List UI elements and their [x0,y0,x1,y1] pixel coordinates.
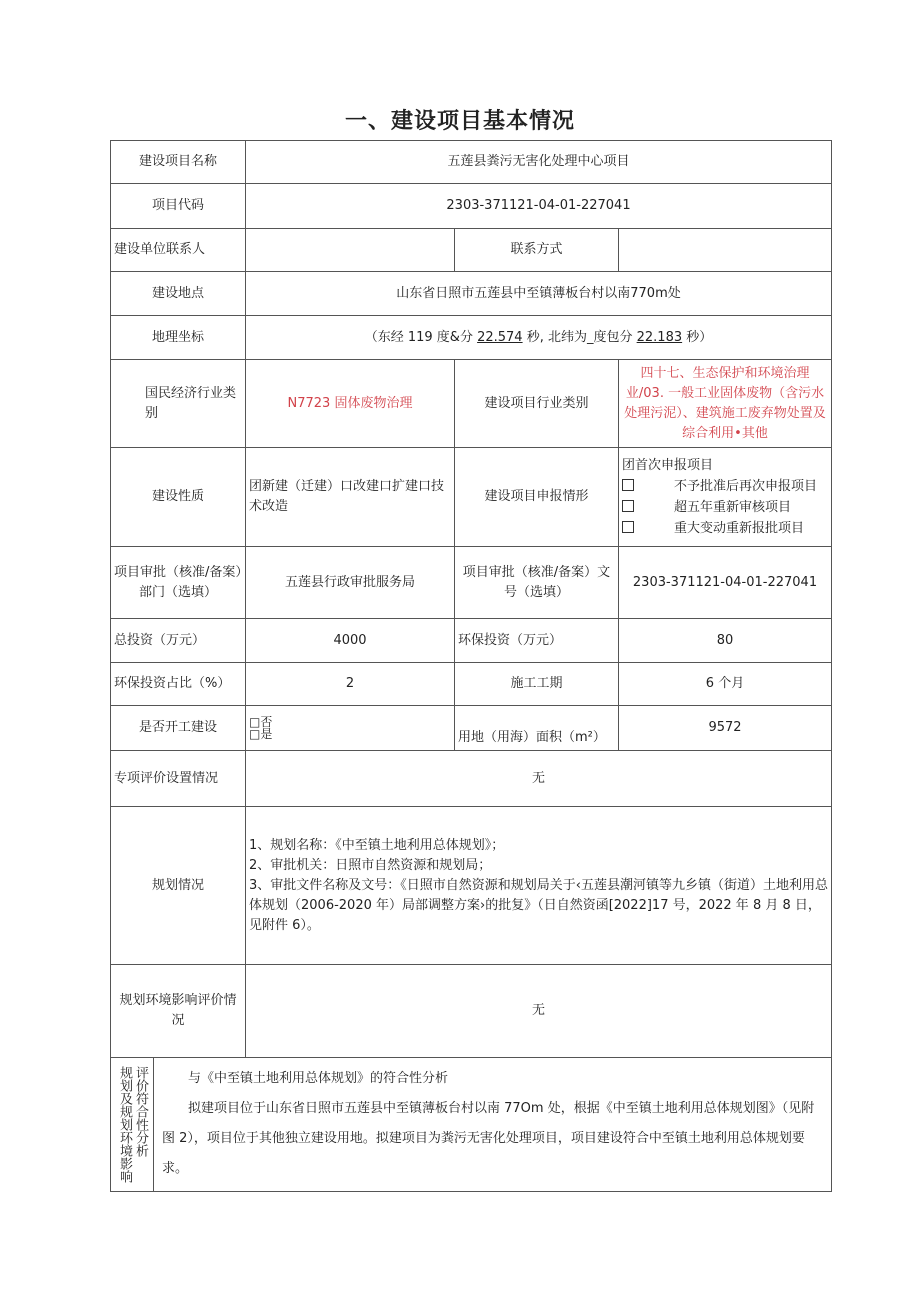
label-project-name: 建设项目名称 [111,141,246,184]
label-declaration: 建设项目申报情形 [455,448,619,547]
row-started [111,706,832,751]
value-land-area: 9572 [619,706,832,751]
planning-line-3: 3、审批文件名称及文号：《日照市自然资源和规划局关于‹五莲县潮河镇等九乡镇（街道）土地利用总体规划（2006-2020 年）局部调整方案›的批复》（日自然资函[2022]17 号，2022 年 8 月 8 日，见附件 6）。 [249,877,828,933]
checkbox-icon [622,521,634,533]
label-planning: 规划情况 [111,807,246,965]
label-investment: 总投资（万元） [111,619,246,663]
value-started [246,706,455,751]
option-first-declaration: 团首次申报项目 [622,458,714,473]
coord-lon-sec: 22.574 [477,329,523,345]
value-ratio: 2 [246,663,455,706]
label-approval-dept: 项目审批（核准/备案）部门（选填） [111,547,246,619]
value-env-investment: 80 [619,619,832,663]
row-project-code [111,184,832,229]
value-project-name: 五莲县粪污无害化处理中心项目 [246,141,832,184]
label-ratio: 环保投资占比（%） [111,663,246,706]
value-investment: 4000 [246,619,455,663]
option-resubmit [622,476,828,497]
label-env-investment: 环保投资（万元） [455,619,619,663]
conformity-label-col1: 规划及规划环境影响 [117,1066,132,1183]
started-yes-label: 是 [260,727,273,741]
option-major-change-label: 重大变动重新报批项目 [674,521,805,536]
option-resubmit-label: 不予批准后再次申报项目 [674,479,818,494]
value-planning-eval: 无 [246,965,832,1058]
started-option-yes [249,728,451,740]
value-planning [246,807,832,965]
value-project-code: 2303-371121-04-01-227041 [246,184,832,229]
checkbox-icon [622,479,634,491]
planning-line-1: 1、规划名称：《中至镇土地利用总体规划》； [249,837,505,853]
option-box-icon: □ [249,727,261,741]
page-title: 一、建设项目基本情况 [344,109,575,134]
conformity-paragraph: 拟建项目位于山东省日照市五莲县中至镇薄板台村以南 77Om 处，根据《中至镇土地利用总体规划图》（见附图 2），项目位于其他独立建设用地。拟建项目为粪污无害化处理项目，项目建设符合中至镇土地利用总体规划要求。 [162,1101,815,1176]
label-coordinates: 地理坐标 [111,316,246,360]
row-ratio [111,663,832,706]
value-nature: 团新建（迁建）口改建口扩建口技术改造 [246,448,455,547]
value-contact-method [619,229,832,272]
label-nature: 建设性质 [111,448,246,547]
row-nature [111,448,832,547]
conformity-heading: 与《中至镇土地利用总体规划》的符合性分析 [188,1071,449,1086]
value-industry: N7723 固体废物治理 [246,360,455,448]
declaration-options [619,448,832,547]
coord-lat-sec: 22.183 [636,329,683,345]
label-contact: 建设单位联系人 [111,229,246,272]
coord-suffix: 秒） [682,329,713,345]
row-contact [111,229,832,272]
row-approval [111,547,832,619]
label-approval-no: 项目审批（核准/备案）文号（选填） [455,547,619,619]
label-started: 是否开工建设 [111,706,246,751]
row-conformity [111,1058,832,1192]
label-contact-method: 联系方式 [455,229,619,272]
conformity-content [154,1058,831,1191]
checkbox-icon [622,500,634,512]
conformity-cell [111,1058,832,1192]
option-five-years-label: 超五年重新审核项目 [674,500,792,515]
label-duration: 施工工期 [455,663,619,706]
label-planning-eval: 规划环境影响评价情况 [111,965,246,1058]
conformity-label-col2: 评价符合性分析 [133,1066,148,1157]
row-special-eval [111,751,832,807]
value-approval-no: 2303-371121-04-01-227041 [619,547,832,619]
option-five-years [622,497,828,518]
value-project-industry: 四十七、生态保护和环境治理业/03. 一般工业固体废物（含污水处理污泥）、建筑施工废弃物处置及综合利用•其他 [619,360,832,448]
value-special-eval: 无 [246,751,832,807]
value-coordinates [246,316,832,360]
label-special-eval: 专项评价设置情况 [111,751,246,807]
row-planning-eval [111,965,832,1058]
started-no-label: 否 [260,715,273,729]
row-coordinates [111,316,832,360]
row-project-name [111,141,832,184]
conformity-label [111,1058,154,1191]
value-duration: 6 个月 [619,663,832,706]
row-planning [111,807,832,965]
label-location: 建设地点 [111,272,246,316]
label-land-area: 用地（用海）面积（m²） [455,706,619,751]
started-option-no [249,716,451,728]
option-major-change [622,518,828,539]
label-project-code: 项目代码 [111,184,246,229]
project-info-table [110,140,832,1192]
option-circle-icon: □ [249,715,261,729]
coord-mid: 秒, 北纬为_度包分 [522,329,637,345]
value-approval-dept: 五莲县行政审批服务局 [246,547,455,619]
label-industry: 国民经济行业类别 [111,360,246,448]
value-location: 山东省日照市五莲县中至镇薄板台村以南770m处 [246,272,832,316]
value-contact [246,229,455,272]
coord-prefix: （东经 119 度&分 [364,329,478,345]
label-project-industry: 建设项目行业类别 [455,360,619,448]
row-investment [111,619,832,663]
planning-line-2: 2、审批机关：日照市自然资源和规划局； [249,857,492,873]
row-industry [111,360,832,448]
row-location [111,272,832,316]
